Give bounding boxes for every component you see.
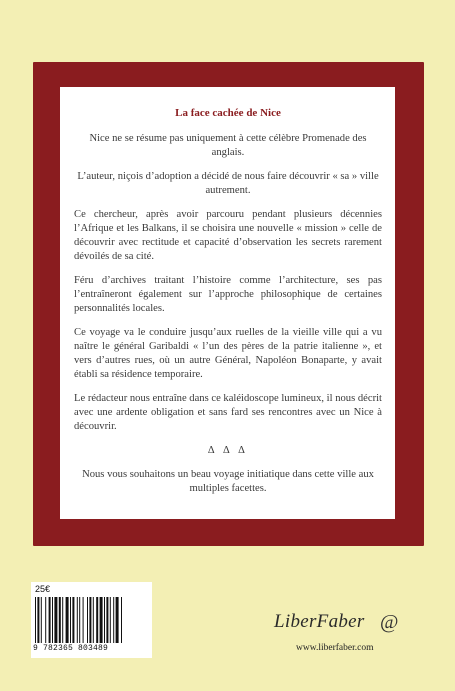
price-label: 25€ (35, 584, 51, 594)
barcode-stripe (87, 597, 88, 643)
publisher-website: www.liberfaber.com (296, 643, 374, 653)
isbn-number: 9 782365 803489 (33, 644, 109, 653)
barcode-stripe (104, 597, 105, 643)
barcode-stripe (62, 597, 63, 643)
blurb-paragraph-1: Nice ne se résume pas uniquement à cette célèbre Promenade des anglais. (89, 133, 367, 158)
barcode-stripe (106, 597, 108, 643)
barcode-stripe (79, 597, 80, 643)
barcode-stripe (52, 597, 53, 643)
closing-paragraph: Nous vous souhaitons un beau voyage initiatique dans cette ville aux multiples facettes. (82, 469, 374, 494)
blurb-panel (60, 87, 395, 519)
publisher-logo (274, 611, 414, 639)
barcode-stripe (83, 597, 84, 643)
barcode-stripe (110, 597, 111, 643)
barcode-stripe (96, 597, 98, 643)
barcode-stripe (45, 597, 46, 643)
barcode-stripe (121, 597, 122, 643)
blurb-paragraph-4: Féru d’archives traitant l’histoire comme l’architecture, ses pas l’entraîneront également sur l’approche philosophique de certaines personnalités locales. (74, 275, 382, 314)
blurb-paragraph-2: L’auteur, niçois d’adoption a décidé de nous faire découvrir « sa » ville autrement. (77, 171, 379, 196)
barcode-stripe (72, 597, 74, 643)
barcode-stripe (59, 597, 61, 643)
barcode-stripe (41, 597, 42, 643)
barcode-label (31, 582, 152, 658)
barcode-stripe (89, 597, 91, 643)
barcode-stripe (66, 597, 69, 643)
blurb-paragraph-6: Le rédacteur nous entraîne dans ce kaléidoscope lumineux, il nous décrit avec une ardente obligation et sans fard ses rencontres avec un Nice à découvrir. (74, 393, 382, 432)
book-title: La face cachée de Nice (175, 107, 281, 119)
barcode-stripe (70, 597, 71, 643)
barcode-stripe (100, 597, 103, 643)
barcode-icon (35, 597, 148, 643)
publisher-logo-text: LiberFaber (274, 611, 365, 632)
barcode-stripe (77, 597, 78, 643)
publisher-logo-at-icon: @ (380, 611, 399, 633)
barcode-stripe (35, 597, 36, 643)
barcode-stripe (93, 597, 94, 643)
barcode-stripe (49, 597, 51, 643)
separator-symbols: ∆ ∆ ∆ (208, 445, 248, 456)
blurb-paragraph-3: Ce chercheur, après avoir parcouru pendant plusieurs décennies l’Afrique et les Balkans, il se choisira une nouvelle « mission » celle de découvrir avec rectitude et capacité d’observation les secrets rarement dévoilés de sa cité. (74, 209, 382, 262)
blurb-paragraph-5: Ce voyage va le conduire jusqu’aux ruelles de la vieille ville qui a vu naître le général Garibaldi « l’un des pères de la patrie italienne », et vers d’autres rues, où un autre Général, Napoléon Bonaparte, y avait établi sa résidence temporaire. (74, 327, 382, 380)
barcode-stripe (113, 597, 114, 643)
barcode-stripe (116, 597, 119, 643)
barcode-stripe (54, 597, 57, 643)
barcode-stripe (37, 597, 39, 643)
